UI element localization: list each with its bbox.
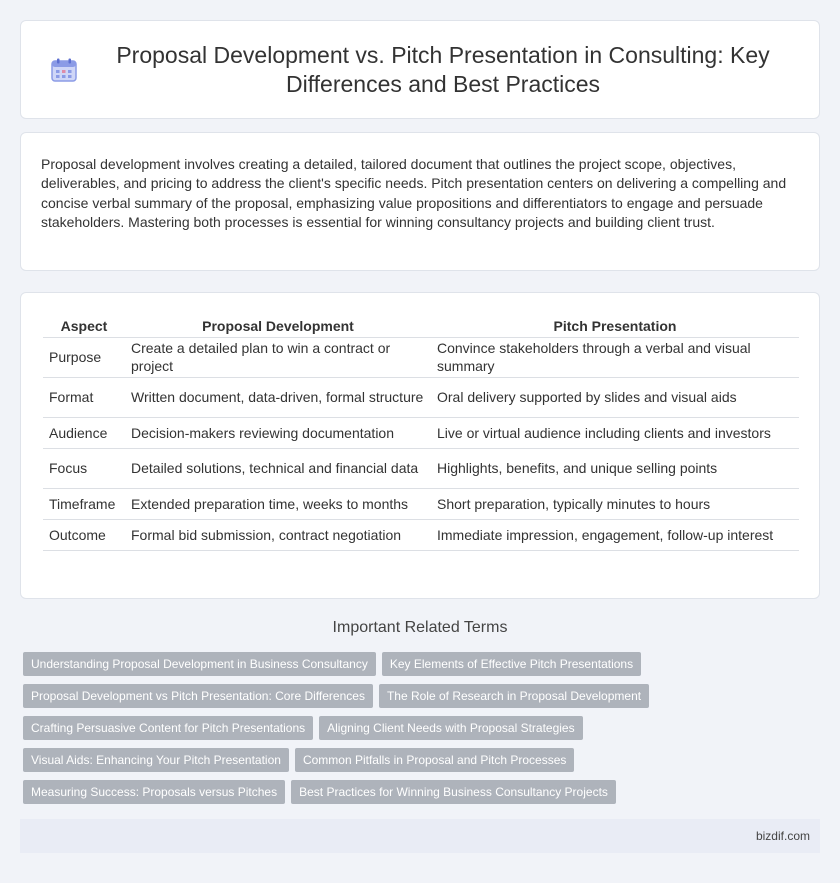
cell-aspect: Timeframe (43, 488, 125, 519)
cell-proposal: Extended preparation time, weeks to months (125, 488, 431, 519)
related-term-link[interactable]: The Role of Research in Proposal Development (379, 684, 649, 708)
cell-pitch: Convince stakeholders through a verbal and visual summary (431, 337, 799, 377)
table-row (43, 417, 799, 448)
tag-row (23, 684, 803, 708)
tag-row (23, 780, 803, 804)
comparison-table (43, 313, 799, 551)
cell-pitch: Highlights, benefits, and unique selling points (431, 448, 799, 488)
cell-pitch: Immediate impression, engagement, follow-up interest (431, 519, 799, 550)
table-header-row (43, 313, 799, 337)
header-aspect: Aspect (43, 313, 125, 337)
related-term-link[interactable]: Measuring Success: Proposals versus Pitches (23, 780, 285, 804)
comparison-card (20, 292, 820, 599)
related-term-link[interactable]: Visual Aids: Enhancing Your Pitch Presentation (23, 748, 289, 772)
cell-proposal: Create a detailed plan to win a contract or project (125, 337, 431, 377)
related-terms-title: Important Related Terms (332, 619, 508, 636)
related-terms-list (23, 652, 803, 812)
table-row (43, 519, 799, 550)
tag-row (23, 652, 803, 676)
cell-proposal: Written document, data-driven, formal structure (125, 377, 431, 417)
related-term-link[interactable]: Best Practices for Winning Business Consultancy Projects (291, 780, 616, 804)
header-inner (21, 21, 819, 118)
cell-aspect: Format (43, 377, 125, 417)
cell-aspect: Focus (43, 448, 125, 488)
cell-aspect: Purpose (43, 337, 125, 377)
related-term-link[interactable]: Aligning Client Needs with Proposal Strategies (319, 716, 582, 740)
cell-proposal: Formal bid submission, contract negotiation (125, 519, 431, 550)
page-title: Proposal Development vs. Pitch Presentation in Consulting: Key Differences and Best Practices (116, 41, 770, 97)
related-term-link[interactable]: Proposal Development vs Pitch Presentation: Core Differences (23, 684, 373, 708)
cell-proposal: Detailed solutions, technical and financial data (125, 448, 431, 488)
header-proposal: Proposal Development (125, 313, 431, 337)
cell-aspect: Audience (43, 417, 125, 448)
intro-paragraph: Proposal development involves creating a detailed, tailored document that outlines the project scope, objectives, deliverables, and pricing to address the client's specific needs. Pitch presentation centers on delivering a compelling and concise verbal summary of the proposal, emphasizing value propositions and differentiators to engage and persuade stakeholders. Mastering both processes is essential for winning consultancy projects and building client trust. (41, 156, 787, 231)
footer-site-name: bizdif.com (755, 829, 810, 843)
related-term-link[interactable]: Crafting Persuasive Content for Pitch Presentations (23, 716, 313, 740)
cell-aspect: Outcome (43, 519, 125, 550)
tag-row (23, 748, 803, 772)
related-term-link[interactable]: Understanding Proposal Development in Business Consultancy (23, 652, 376, 676)
tag-row (23, 716, 803, 740)
header-pitch: Pitch Presentation (431, 313, 799, 337)
table-row (43, 377, 799, 417)
table-row (43, 488, 799, 519)
cell-pitch: Live or virtual audience including clients and investors (431, 417, 799, 448)
calendar-icon (51, 58, 77, 82)
related-term-link[interactable]: Key Elements of Effective Pitch Presentations (382, 652, 641, 676)
related-term-link[interactable]: Common Pitfalls in Proposal and Pitch Processes (295, 748, 574, 772)
cell-proposal: Decision-makers reviewing documentation (125, 417, 431, 448)
table-row (43, 448, 799, 488)
cell-pitch: Short preparation, typically minutes to hours (431, 488, 799, 519)
header-card (20, 20, 820, 119)
cell-pitch: Oral delivery supported by slides and visual aids (431, 377, 799, 417)
footer (20, 819, 820, 853)
table-row (43, 337, 799, 377)
intro-card (20, 132, 820, 271)
